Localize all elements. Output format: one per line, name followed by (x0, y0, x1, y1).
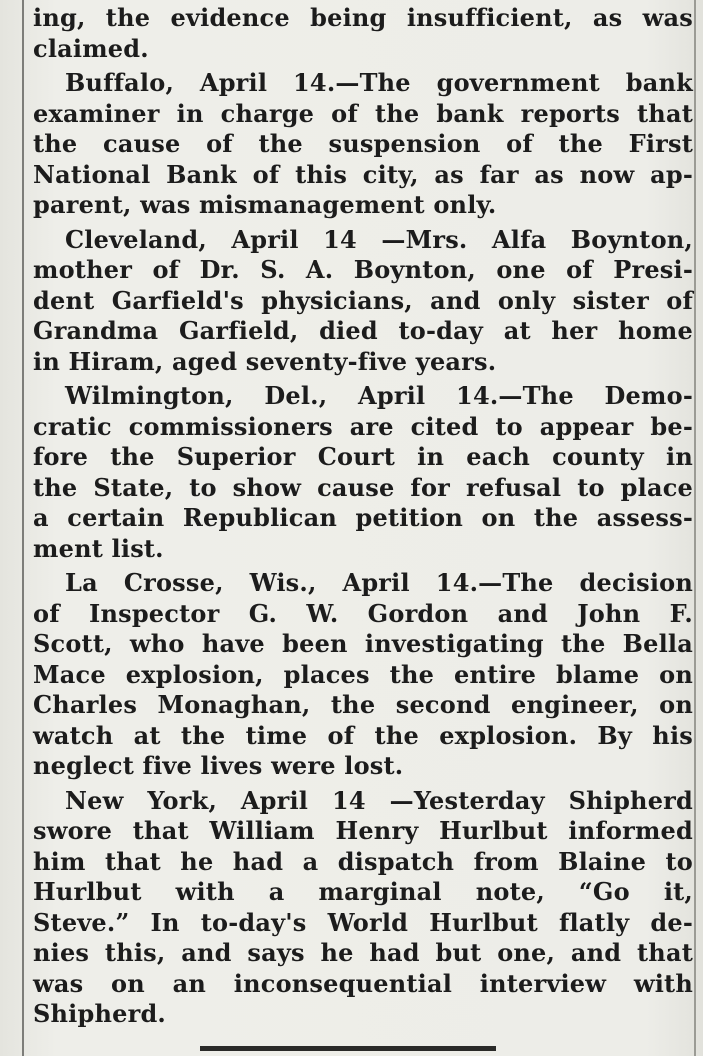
text-line: cratic commissioners are cited to appear be- (33, 411, 693, 441)
paragraph-buffalo (33, 68, 693, 221)
text-line: watch at the time of the explosion. By his (33, 720, 693, 750)
text-line: Grandma Garfield, died to-day at her home (33, 316, 693, 345)
text-line: Wilmington, Del., April 14.—The Demo- (65, 381, 693, 410)
text-line: neglect five lives were lost. (33, 751, 404, 780)
text-line: in Hiram, aged seventy-five years. (33, 346, 497, 376)
text-line: parent, was mismanagement only. (33, 190, 497, 219)
text-line: a certain Republican petition on the assess- (33, 503, 693, 532)
text-line: of Inspector G. W. Gordon and John F. (33, 598, 693, 628)
paragraph-wilmington (33, 381, 693, 564)
text-line: dent Garfield's physicians, and only sister of (33, 285, 693, 315)
section-divider-rule (200, 1046, 496, 1051)
text-line: Hurlbut with a marginal note, “Go it, (33, 877, 693, 906)
text-line: Steve.” In to-day's World Hurlbut flatly de- (33, 907, 693, 937)
text-line: Shipherd. (33, 999, 166, 1028)
text-line: examiner in charge of the bank reports that (33, 98, 693, 128)
paragraph-la-crosse (33, 568, 693, 782)
column-rule-left (22, 0, 24, 1056)
paragraph-new-york (33, 786, 693, 1030)
text-line: Mace explosion, places the entire blame on (33, 659, 693, 689)
news-column (33, 3, 693, 1034)
text-line: New York, April 14 —Yesterday Shipherd (65, 785, 693, 815)
text-line: La Crosse, Wis., April 14.—The decision (65, 568, 693, 597)
paragraph-continuation (33, 3, 693, 64)
paragraph-cleveland (33, 225, 693, 378)
text-line: Scott, who have been investigating the Bella (33, 629, 693, 658)
text-line: was on an inconsequential interview with (33, 968, 693, 998)
text-line: him that he had a dispatch from Blaine to (33, 846, 693, 876)
text-line: Cleveland, April 14 —Mrs. Alfa Boynton, (65, 224, 693, 254)
text-line: swore that William Henry Hurlbut informed (33, 816, 693, 845)
text-line: mother of Dr. S. A. Boynton, one of Presi- (33, 255, 693, 284)
text-line: the cause of the suspension of the First (33, 129, 693, 158)
text-line: National Bank of this city, as far as now ap- (33, 159, 693, 189)
text-line: the State, to show cause for refusal to place (33, 472, 693, 502)
text-line: ment list. (33, 533, 164, 563)
text-line: Charles Monaghan, the second engineer, on (33, 690, 693, 719)
text-line: Buffalo, April 14.—The government bank (65, 68, 693, 97)
text-line: nies this, and says he had but one, and that (33, 938, 693, 967)
text-line: fore the Superior Court in each county in (33, 442, 693, 471)
text-line: ing, the evidence being insufficient, as was (33, 3, 693, 32)
text-line: claimed. (33, 33, 149, 63)
column-rule-right (694, 0, 696, 1056)
